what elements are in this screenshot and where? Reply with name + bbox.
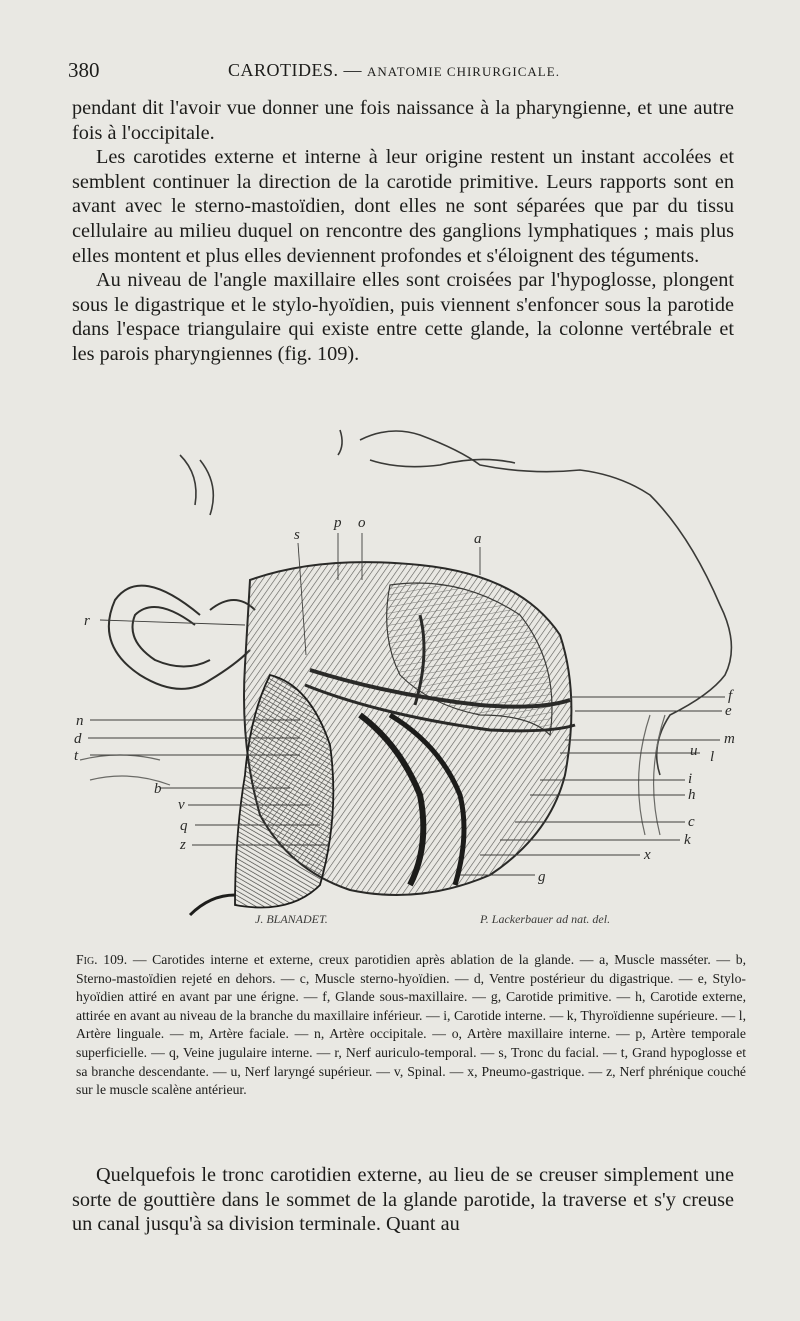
ear — [109, 586, 255, 689]
label-d: d — [74, 731, 82, 747]
label-v: v — [178, 797, 185, 813]
label-f: f — [728, 688, 733, 704]
paragraph-3: Au niveau de l'angle maxillaire elles sont croisées par l'hypoglosse, plongent sous le digastrique et le stylo-hyoïdien, puis viennent s'enfoncer sous la parotide dans l'espace triangulaire qui existe entre cette glande, la colonne vertébrale et les parois pharyngiennes (fig. 109). — [72, 269, 734, 365]
label-a: a — [474, 531, 482, 547]
running-subtitle: ANATOMIE CHIRURGICALE. — [367, 64, 560, 79]
sterno-mastoid-muscle — [190, 675, 333, 915]
paragraph-2: Les carotides externe et interne à leur origine restent un instant accolées et semblent continuer la direction de la carotide primitive. Leurs rapports sont en avant avec le sterno-mastoïdien, dont elles ne sont séparées que par du tissu cellulaire au milieu duquel on rencontre des ganglions lymphatiques ; mais plus elles montent et plus elles deviennent profondes et s'éloignent des téguments. — [72, 146, 734, 267]
label-p: p — [334, 515, 342, 531]
label-t: t — [74, 748, 79, 764]
label-h: h — [688, 787, 696, 803]
label-r: r — [84, 613, 90, 629]
label-s: s — [294, 527, 300, 543]
label-i: i — [688, 771, 693, 787]
running-separator: — — [338, 60, 368, 80]
label-g: g — [538, 869, 546, 885]
page-header — [68, 58, 748, 88]
label-x: x — [644, 847, 651, 863]
figure-number: Fig. 109. — [76, 952, 128, 967]
figure-engraving — [60, 415, 750, 925]
label-u: u — [690, 743, 698, 759]
label-k: k — [684, 832, 691, 848]
label-m: m — [724, 731, 735, 747]
paragraph-4: Quelquefois le tronc carotidien externe, au lieu de se creuser simplement une sorte de gouttière dans le sommet de la glande parotide, la traverse et s'y creuse un canal jusqu'à sa division terminale. Quant au — [72, 1164, 734, 1236]
label-z: z — [180, 837, 186, 853]
body-text-bottom — [72, 1163, 734, 1237]
label-e: e — [725, 703, 732, 719]
page-number: 380 — [68, 58, 100, 82]
label-n: n — [76, 713, 84, 729]
label-q: q — [180, 818, 188, 834]
anatomical-figure — [60, 415, 750, 925]
label-c: c — [688, 814, 695, 830]
figure-caption — [76, 951, 746, 1100]
paragraph-1: pendant dit l'avoir vue donner une fois naissance à la pharyngienne, et une autre fois à l'occipitale. — [72, 97, 734, 144]
running-title: CAROTIDES. — [228, 60, 339, 80]
body-text-top — [72, 96, 734, 367]
caption-text: — Carotides interne et externe, creux parotidien après ablation de la glande. — a, Muscle masséter. — b, Sterno-mastoïdien rejeté en dehors. — c, Muscle sterno-hyoïdien. — d, Ventre postérieur du digastrique. — e, Stylo-hyoïdien attiré en avant par une érigne. — f, Glande sous-maxillaire. — g, Carotide primitive. — h, Carotide externe, attirée en avant au niveau de la branche du maxillaire inférieur. — i, Carotide interne. — k, Thyroïdienne supérieure. — l, Artère linguale. — m, Artère faciale. — n, Artère occipitale. — o, Artère maxillaire interne. — p, Artère temporale superficielle. — q, Veine jugulaire interne. — r, Nerf auriculo-temporal. — s, Tronc du facial. — t, Grand hypoglosse et sa branche descendante. — u, Nerf laryngé supérieur. — v, Spinal. — x, Pneumo-gastrique. — z, Nerf phrénique couché sur le muscle scalène antérieur. — [76, 952, 746, 1098]
running-head — [228, 60, 560, 81]
label-b: b — [154, 781, 162, 797]
label-o: o — [358, 515, 366, 531]
engraver-signature: J. BLANADET. — [255, 912, 328, 925]
label-l: l — [710, 749, 715, 765]
artist-signature: P. Lackerbauer ad nat. del. — [480, 912, 611, 925]
